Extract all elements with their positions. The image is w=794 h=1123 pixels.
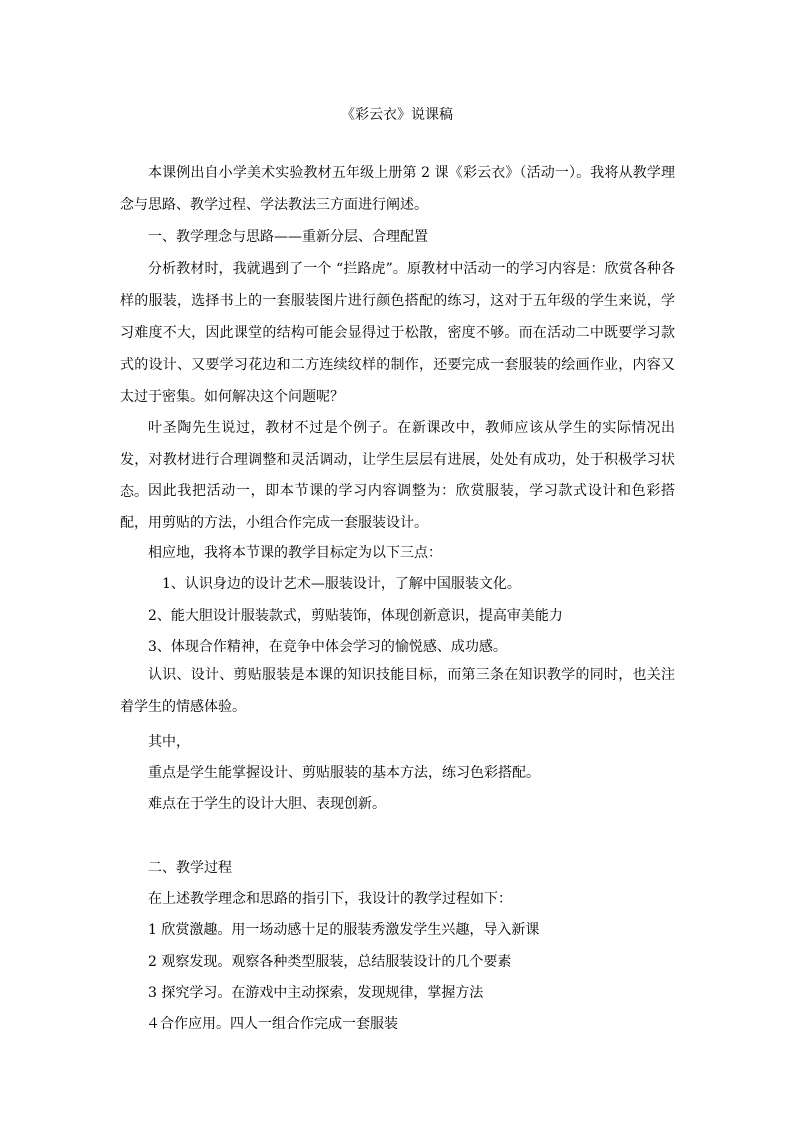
goals-intro: 相应地，我将本节课的教学目标定为以下三点： <box>148 545 442 561</box>
step-item-4: ４合作应用。四人一组合作完成一套服装 <box>146 1016 398 1032</box>
goal-item-1: 1、认识身边的设计艺术—服装设计，了解中国服装文化。 <box>162 576 521 592</box>
step-item-3: 3 探究学习。在游戏中主动探索，发现规律，掌握方法 <box>148 985 484 1001</box>
section2-heading: 二、教学过程 <box>148 860 232 876</box>
knowledge-paragraph: 认识、设计、剪贴服装是本课的知识技能目标，而第三条在知识教学的同时，也关注着学生的情感体验。 <box>120 667 675 715</box>
adjust-paragraph: 因此我把活动一，即本节课的学习内容调整为：欣赏服装，学习款式设计和色彩搭配，用剪贴的方法，小组合作完成一套服装设计。 <box>120 483 675 531</box>
step-item-2: 2 观察发现。观察各种类型服装，总结服装设计的几个要素 <box>148 954 512 970</box>
section1-heading: 一、教学理念与思路——重新分层、合理配置 <box>148 229 428 245</box>
document-title: 《彩云衣》说课稿 <box>341 107 453 123</box>
step-item-1: 1 欣赏激趣。用一场动感十足的服装秀激发学生兴趣，导入新课 <box>148 922 540 938</box>
intro-paragraph: 本课例出自小学美术实验教材五年级上册第 2 课《彩云衣》（活动一）。我将从教学理念与思路、教学过程、学法教法三方面进行阐述。 <box>120 165 675 213</box>
among-line: 其中， <box>148 734 190 750</box>
analysis-paragraph: 分析教材时，我就遇到了一个 “拦路虎”。原教材中活动一的学习内容是：欣赏各种各样的服装，选择书上的一套服装图片进行颜色搭配的练习，这对于五年级的学生来说，学习难度不大，因此课堂的结构可能会显得过于松散，密度不够。而在活动二中既要学习款式的设计、又要学习花边和二方连续纹样的制作，还要完成一套服装的绘画作业，内容又太过于密集。如何解决这个问题呢？ <box>120 261 675 405</box>
process-intro: 在上述教学理念和思路的指引下，我设计的教学过程如下： <box>148 891 512 907</box>
difficulty-line: 难点在于学生的设计大胆、表现创新。 <box>148 796 386 812</box>
goal-item-3: 3、体现合作精神，在竞争中体会学习的愉悦感、成功感。 <box>148 639 507 655</box>
key-point-line: 重点是学生能掌握设计、剪贴服装的基本方法，练习色彩搭配。 <box>148 765 540 781</box>
ye-paragraph: 叶圣陶先生说过，教材不过是个例子。在新课改中，教师应该从学生的实际情况出发，对教材进行合理调整和灵活调动，让学生层层有进展，处处有成功，处于积极学习状态。 <box>120 420 675 500</box>
goal-item-2: 2、能大胆设计服装款式，剪贴装饰，体现创新意识，提高审美能力 <box>148 608 563 624</box>
